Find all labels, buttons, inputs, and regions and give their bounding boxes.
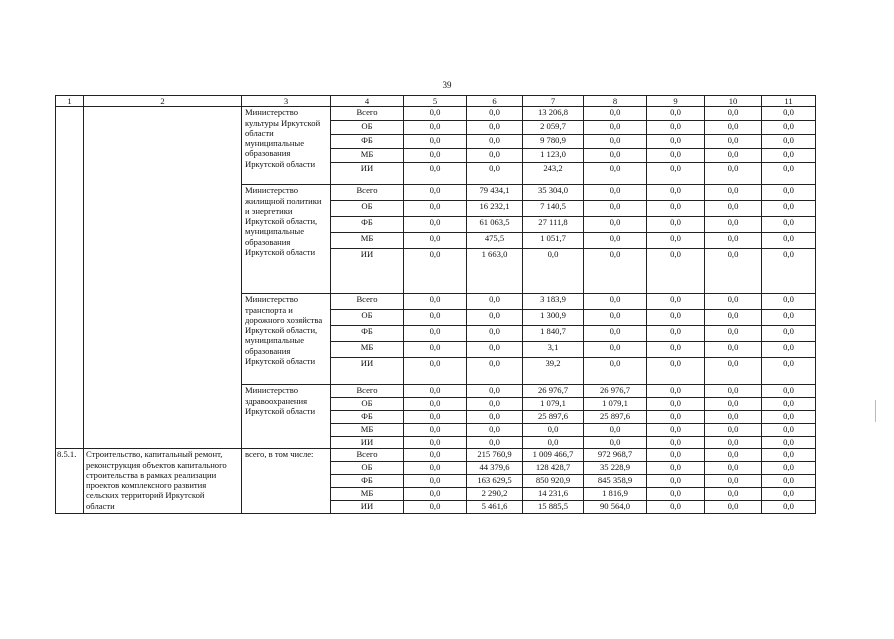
value-cell: 0,0 bbox=[647, 398, 705, 411]
value-cell: 0,0 bbox=[404, 294, 467, 310]
value-cell: 0,0 bbox=[762, 462, 816, 475]
column-header: 2 bbox=[84, 96, 242, 107]
value-cell: 0,0 bbox=[647, 501, 705, 514]
value-cell: 0,0 bbox=[404, 462, 467, 475]
value-cell: 26 976,7 bbox=[523, 385, 584, 398]
value-cell: 0,0 bbox=[584, 233, 647, 249]
value-cell: 0,0 bbox=[647, 135, 705, 149]
value-cell: 0,0 bbox=[647, 294, 705, 310]
value-cell: 39,2 bbox=[523, 358, 584, 385]
value-cell: 0,0 bbox=[705, 185, 762, 201]
funding-source: ИИ bbox=[331, 437, 404, 449]
value-cell: 0,0 bbox=[705, 217, 762, 233]
value-cell: 0,0 bbox=[404, 488, 467, 501]
value-cell: 0,0 bbox=[762, 424, 816, 437]
value-cell: 2 059,7 bbox=[523, 121, 584, 135]
value-cell: 0,0 bbox=[404, 475, 467, 488]
value-cell: 0,0 bbox=[647, 326, 705, 342]
scan-mark bbox=[875, 400, 876, 422]
value-cell: 0,0 bbox=[647, 449, 705, 462]
value-cell: 0,0 bbox=[762, 249, 816, 294]
value-cell: 0,0 bbox=[762, 398, 816, 411]
value-cell: 0,0 bbox=[762, 437, 816, 449]
budget-table bbox=[55, 95, 816, 514]
value-cell: 0,0 bbox=[584, 294, 647, 310]
value-cell: 0,0 bbox=[467, 135, 523, 149]
value-cell: 0,0 bbox=[647, 462, 705, 475]
value-cell: 0,0 bbox=[762, 294, 816, 310]
value-cell: 0,0 bbox=[705, 310, 762, 326]
value-cell: 0,0 bbox=[467, 107, 523, 121]
funding-source: ОБ bbox=[331, 398, 404, 411]
value-cell: 0,0 bbox=[584, 249, 647, 294]
value-cell: 0,0 bbox=[647, 385, 705, 398]
value-cell: 0,0 bbox=[647, 437, 705, 449]
funding-source: ОБ bbox=[331, 201, 404, 217]
value-cell: 0,0 bbox=[584, 201, 647, 217]
funding-source: ОБ bbox=[331, 462, 404, 475]
value-cell: 0,0 bbox=[762, 201, 816, 217]
value-cell: 0,0 bbox=[705, 107, 762, 121]
value-cell: 1 840,7 bbox=[523, 326, 584, 342]
funding-source: ФБ bbox=[331, 475, 404, 488]
value-cell: 0,0 bbox=[762, 217, 816, 233]
value-cell: 0,0 bbox=[647, 342, 705, 358]
value-cell: 215 760,9 bbox=[467, 449, 523, 462]
value-cell: 0,0 bbox=[467, 294, 523, 310]
funding-source: МБ bbox=[331, 424, 404, 437]
value-cell: 0,0 bbox=[647, 358, 705, 385]
value-cell: 0,0 bbox=[647, 424, 705, 437]
value-cell: 27 111,8 bbox=[523, 217, 584, 233]
value-cell: 0,0 bbox=[705, 294, 762, 310]
executor-name: всего, в том числе: bbox=[242, 449, 331, 514]
executor-name: Министерство жилищной политики и энергетики Иркутской области, муниципальные образования Иркутской области bbox=[242, 185, 331, 294]
funding-source: ФБ bbox=[331, 326, 404, 342]
value-cell: 0,0 bbox=[404, 342, 467, 358]
funding-source: ОБ bbox=[331, 121, 404, 135]
executor-name: Министерство транспорта и дорожного хозяйства Иркутской области, муниципальные образования Иркутской области bbox=[242, 294, 331, 385]
value-cell: 0,0 bbox=[647, 149, 705, 163]
value-cell: 0,0 bbox=[523, 249, 584, 294]
value-cell: 0,0 bbox=[705, 342, 762, 358]
value-cell: 0,0 bbox=[705, 398, 762, 411]
value-cell: 0,0 bbox=[523, 437, 584, 449]
value-cell: 1 123,0 bbox=[523, 149, 584, 163]
value-cell: 0,0 bbox=[467, 326, 523, 342]
value-cell: 1 051,7 bbox=[523, 233, 584, 249]
value-cell: 0,0 bbox=[762, 342, 816, 358]
value-cell: 0,0 bbox=[584, 149, 647, 163]
value-cell: 3,1 bbox=[523, 342, 584, 358]
value-cell: 0,0 bbox=[647, 411, 705, 424]
value-cell: 0,0 bbox=[647, 107, 705, 121]
funding-source: Всего bbox=[331, 385, 404, 398]
funding-source: МБ bbox=[331, 149, 404, 163]
column-header: 1 bbox=[56, 96, 84, 107]
value-cell: 0,0 bbox=[762, 475, 816, 488]
value-cell: 0,0 bbox=[467, 121, 523, 135]
table-row bbox=[56, 107, 816, 121]
value-cell: 25 897,6 bbox=[523, 411, 584, 424]
table-row bbox=[56, 449, 816, 462]
value-cell: 90 564,0 bbox=[584, 501, 647, 514]
program-name: Строительство, капитальный ремонт, реконструкция объектов капитального строительства в рамках реализации проектов комплексного развития сельских территорий Иркутской области bbox=[84, 449, 242, 514]
value-cell: 0,0 bbox=[404, 149, 467, 163]
value-cell: 0,0 bbox=[404, 107, 467, 121]
value-cell: 1 009 466,7 bbox=[523, 449, 584, 462]
value-cell: 0,0 bbox=[584, 217, 647, 233]
value-cell: 1 079,1 bbox=[584, 398, 647, 411]
funding-source: ИИ bbox=[331, 501, 404, 514]
column-header: 6 bbox=[467, 96, 523, 107]
funding-source: ИИ bbox=[331, 249, 404, 294]
value-cell: 0,0 bbox=[404, 398, 467, 411]
value-cell: 0,0 bbox=[404, 185, 467, 201]
value-cell: 0,0 bbox=[584, 424, 647, 437]
header-row bbox=[56, 96, 816, 107]
value-cell: 13 206,8 bbox=[523, 107, 584, 121]
value-cell: 0,0 bbox=[705, 488, 762, 501]
value-cell: 0,0 bbox=[584, 326, 647, 342]
value-cell: 0,0 bbox=[647, 475, 705, 488]
value-cell: 35 228,9 bbox=[584, 462, 647, 475]
value-cell: 0,0 bbox=[404, 201, 467, 217]
value-cell: 2 290,2 bbox=[467, 488, 523, 501]
value-cell: 0,0 bbox=[647, 185, 705, 201]
value-cell: 0,0 bbox=[467, 424, 523, 437]
value-cell: 0,0 bbox=[705, 201, 762, 217]
executor-name: Министерство культуры Иркутской области муниципальные образования Иркутской области bbox=[242, 107, 331, 185]
value-cell: 0,0 bbox=[705, 437, 762, 449]
value-cell: 0,0 bbox=[705, 358, 762, 385]
value-cell: 0,0 bbox=[762, 135, 816, 149]
funding-source: ФБ bbox=[331, 135, 404, 149]
funding-source: ФБ bbox=[331, 217, 404, 233]
funding-source: ИИ bbox=[331, 163, 404, 185]
value-cell: 25 897,6 bbox=[584, 411, 647, 424]
value-cell: 1 079,1 bbox=[523, 398, 584, 411]
value-cell: 0,0 bbox=[467, 358, 523, 385]
value-cell: 0,0 bbox=[467, 385, 523, 398]
value-cell: 0,0 bbox=[762, 488, 816, 501]
value-cell: 5 461,6 bbox=[467, 501, 523, 514]
value-cell: 44 379,6 bbox=[467, 462, 523, 475]
value-cell: 0,0 bbox=[404, 358, 467, 385]
value-cell: 0,0 bbox=[762, 233, 816, 249]
value-cell: 26 976,7 bbox=[584, 385, 647, 398]
value-cell: 0,0 bbox=[705, 411, 762, 424]
value-cell: 0,0 bbox=[705, 501, 762, 514]
value-cell: 0,0 bbox=[762, 310, 816, 326]
value-cell: 16 232,1 bbox=[467, 201, 523, 217]
column-header: 9 bbox=[647, 96, 705, 107]
value-cell: 128 428,7 bbox=[523, 462, 584, 475]
funding-source: МБ bbox=[331, 233, 404, 249]
column-header: 5 bbox=[404, 96, 467, 107]
value-cell: 0,0 bbox=[762, 185, 816, 201]
value-cell: 0,0 bbox=[705, 385, 762, 398]
value-cell: 0,0 bbox=[647, 310, 705, 326]
value-cell: 0,0 bbox=[705, 449, 762, 462]
value-cell: 61 063,5 bbox=[467, 217, 523, 233]
value-cell: 0,0 bbox=[762, 358, 816, 385]
item-number-cell bbox=[56, 107, 84, 449]
value-cell: 0,0 bbox=[467, 342, 523, 358]
value-cell: 0,0 bbox=[404, 411, 467, 424]
value-cell: 0,0 bbox=[404, 217, 467, 233]
value-cell: 0,0 bbox=[762, 449, 816, 462]
value-cell: 0,0 bbox=[467, 310, 523, 326]
item-number: 8.5.1. bbox=[56, 449, 84, 514]
value-cell: 15 885,5 bbox=[523, 501, 584, 514]
funding-source: ФБ bbox=[331, 411, 404, 424]
value-cell: 0,0 bbox=[467, 411, 523, 424]
value-cell: 0,0 bbox=[404, 249, 467, 294]
value-cell: 972 968,7 bbox=[584, 449, 647, 462]
value-cell: 0,0 bbox=[584, 121, 647, 135]
value-cell: 14 231,6 bbox=[523, 488, 584, 501]
value-cell: 9 780,9 bbox=[523, 135, 584, 149]
value-cell: 0,0 bbox=[523, 424, 584, 437]
value-cell: 0,0 bbox=[705, 163, 762, 185]
column-header: 7 bbox=[523, 96, 584, 107]
funding-source: Всего bbox=[331, 107, 404, 121]
value-cell: 0,0 bbox=[705, 121, 762, 135]
funding-source: ИИ bbox=[331, 358, 404, 385]
value-cell: 1 300,9 bbox=[523, 310, 584, 326]
value-cell: 475,5 bbox=[467, 233, 523, 249]
value-cell: 0,0 bbox=[584, 310, 647, 326]
funding-source: Всего bbox=[331, 185, 404, 201]
value-cell: 0,0 bbox=[404, 163, 467, 185]
value-cell: 0,0 bbox=[705, 135, 762, 149]
value-cell: 0,0 bbox=[647, 249, 705, 294]
value-cell: 79 434,1 bbox=[467, 185, 523, 201]
value-cell: 0,0 bbox=[584, 185, 647, 201]
value-cell: 0,0 bbox=[467, 398, 523, 411]
value-cell: 0,0 bbox=[762, 163, 816, 185]
value-cell: 0,0 bbox=[404, 121, 467, 135]
column-header: 10 bbox=[705, 96, 762, 107]
value-cell: 0,0 bbox=[705, 424, 762, 437]
page-number: 39 bbox=[442, 80, 452, 90]
value-cell: 0,0 bbox=[404, 385, 467, 398]
value-cell: 35 304,0 bbox=[523, 185, 584, 201]
value-cell: 0,0 bbox=[467, 149, 523, 163]
value-cell: 0,0 bbox=[467, 437, 523, 449]
value-cell: 0,0 bbox=[467, 163, 523, 185]
value-cell: 1 663,0 bbox=[467, 249, 523, 294]
value-cell: 0,0 bbox=[404, 135, 467, 149]
value-cell: 0,0 bbox=[705, 475, 762, 488]
value-cell: 845 358,9 bbox=[584, 475, 647, 488]
funding-source: МБ bbox=[331, 342, 404, 358]
value-cell: 0,0 bbox=[584, 437, 647, 449]
value-cell: 0,0 bbox=[404, 437, 467, 449]
value-cell: 0,0 bbox=[584, 358, 647, 385]
value-cell: 0,0 bbox=[762, 107, 816, 121]
column-header: 3 bbox=[242, 96, 331, 107]
value-cell: 0,0 bbox=[584, 107, 647, 121]
funding-source: Всего bbox=[331, 294, 404, 310]
value-cell: 850 920,9 bbox=[523, 475, 584, 488]
value-cell: 0,0 bbox=[404, 233, 467, 249]
value-cell: 0,0 bbox=[705, 249, 762, 294]
value-cell: 0,0 bbox=[647, 121, 705, 135]
value-cell: 0,0 bbox=[647, 217, 705, 233]
value-cell: 0,0 bbox=[647, 233, 705, 249]
value-cell: 0,0 bbox=[404, 310, 467, 326]
program-cell bbox=[84, 107, 242, 449]
value-cell: 0,0 bbox=[762, 326, 816, 342]
funding-source: МБ bbox=[331, 488, 404, 501]
column-header: 11 bbox=[762, 96, 816, 107]
value-cell: 243,2 bbox=[523, 163, 584, 185]
value-cell: 0,0 bbox=[762, 385, 816, 398]
value-cell: 0,0 bbox=[404, 424, 467, 437]
value-cell: 7 140,5 bbox=[523, 201, 584, 217]
value-cell: 0,0 bbox=[762, 501, 816, 514]
executor-name: Министерство здравоохранения Иркутской области bbox=[242, 385, 331, 449]
value-cell: 0,0 bbox=[584, 163, 647, 185]
value-cell: 0,0 bbox=[705, 462, 762, 475]
column-header: 4 bbox=[331, 96, 404, 107]
value-cell: 0,0 bbox=[705, 149, 762, 163]
value-cell: 1 816,9 bbox=[584, 488, 647, 501]
value-cell: 0,0 bbox=[762, 121, 816, 135]
value-cell: 0,0 bbox=[762, 411, 816, 424]
value-cell: 3 183,9 bbox=[523, 294, 584, 310]
value-cell: 0,0 bbox=[647, 201, 705, 217]
value-cell: 0,0 bbox=[647, 163, 705, 185]
funding-source: ОБ bbox=[331, 310, 404, 326]
value-cell: 0,0 bbox=[584, 342, 647, 358]
value-cell: 0,0 bbox=[404, 501, 467, 514]
funding-source: Всего bbox=[331, 449, 404, 462]
value-cell: 0,0 bbox=[705, 233, 762, 249]
column-header: 8 bbox=[584, 96, 647, 107]
value-cell: 163 629,5 bbox=[467, 475, 523, 488]
value-cell: 0,0 bbox=[404, 449, 467, 462]
value-cell: 0,0 bbox=[647, 488, 705, 501]
value-cell: 0,0 bbox=[584, 135, 647, 149]
value-cell: 0,0 bbox=[404, 326, 467, 342]
value-cell: 0,0 bbox=[762, 149, 816, 163]
value-cell: 0,0 bbox=[705, 326, 762, 342]
